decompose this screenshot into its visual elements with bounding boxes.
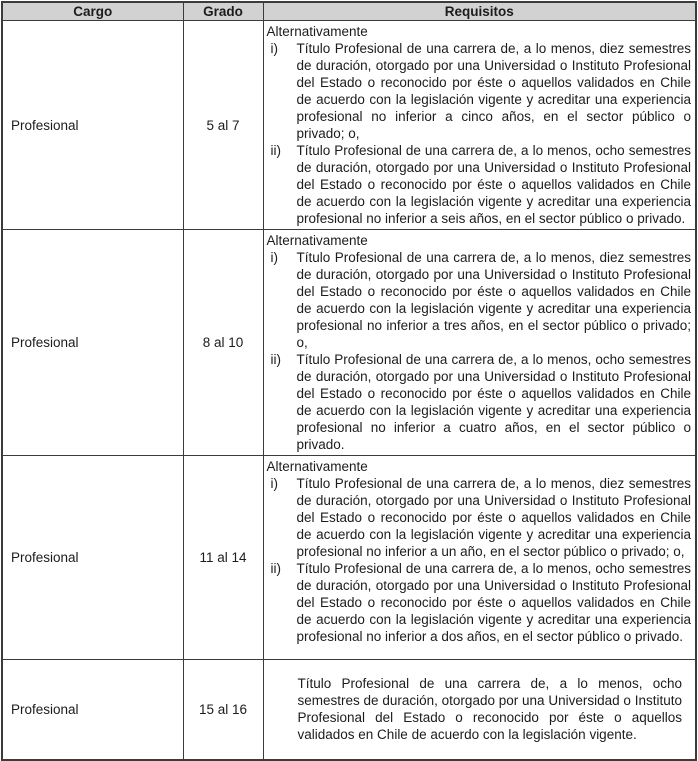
table-row: [2, 230, 696, 456]
requisito-marker: ii): [270, 352, 281, 367]
cargo-cell: Profesional: [2, 230, 183, 456]
requisitos-intro: Alternativamente: [266, 459, 368, 474]
requisito-text: Título Profesional de una carrera de, a lo menos, ocho semestres de duración, otorgado por una Universidad o Instituto Profesional del Estado o reconocido por éste o aquellos validados en Chile de acuerdo con la legislación vigente y acreditar una experiencia profesional no inferior a cuatro años, en el sector público o privado.: [296, 352, 691, 452]
table-row: [2, 660, 696, 760]
grado-cell: 15 al 16: [183, 660, 263, 760]
col-header-requisitos: Requisitos: [263, 2, 696, 21]
requisito-marker: i): [270, 250, 278, 265]
requisito-marker: ii): [270, 561, 281, 576]
requisito-marker: i): [270, 476, 278, 491]
requisito-item: [267, 475, 692, 560]
requisito-paragraph: Título Profesional de una carrera de, a lo menos, ocho semestres de duración, otorgado por una Universidad o Instituto Profesional del Estado o reconocido por éste o aquellos validados en Chile de acuerdo con la legislación vigente.: [297, 676, 682, 743]
table-header-row: [2, 2, 696, 21]
grado-cell: 5 al 7: [183, 21, 263, 230]
requisitos-cell: [263, 230, 696, 456]
requisito-marker: ii): [270, 143, 281, 158]
requisito-item: [267, 351, 692, 453]
cargo-cell: Profesional: [2, 21, 183, 230]
grado-cell: 11 al 14: [183, 456, 263, 660]
col-header-grado: Grado: [183, 2, 263, 21]
requisito-text: Título Profesional de una carrera de, a lo menos, diez semestres de duración, otorgado por una Universidad o Instituto Profesional del Estado o reconocido por éste o aquellos validados en Chile de acuerdo con la legislación vigente y acreditar una experiencia profesional no inferior a un año, en el sector público o privado; o,: [296, 476, 691, 559]
table-row: [2, 21, 696, 230]
requisitos-cell: [263, 660, 696, 760]
requisito-marker: i): [270, 41, 278, 56]
grado-cell: 8 al 10: [183, 230, 263, 456]
requisitos-cell: [263, 456, 696, 660]
requisito-item: [267, 40, 692, 142]
requisitos-intro: Alternativamente: [266, 24, 368, 39]
requisito-text: Título Profesional de una carrera de, a lo menos, ocho semestres de duración, otorgado por una Universidad o Instituto Profesional del Estado o reconocido por éste o aquellos validados en Chile de acuerdo con la legislación vigente y acreditar una experiencia profesional no inferior a seis años, en el sector público o privado.: [296, 143, 691, 226]
col-header-cargo: Cargo: [2, 2, 183, 21]
requisito-text: Título Profesional de una carrera de, a lo menos, diez semestres de duración, otorgado por una Universidad o Instituto Profesional del Estado o reconocido por éste o aquellos validados en Chile de acuerdo con la legislación vigente y acreditar una experiencia profesional no inferior a cinco años, en el sector público o privado; o,: [296, 41, 691, 141]
requisito-item: [267, 560, 692, 645]
cargo-cell: Profesional: [2, 660, 183, 760]
cargo-cell: Profesional: [2, 456, 183, 660]
requisitos-intro: Alternativamente: [266, 233, 368, 248]
table-row: [2, 456, 696, 660]
requisito-item: [267, 249, 692, 351]
requisito-text: Título Profesional de una carrera de, a lo menos, diez semestres de duración, otorgado por una Universidad o Instituto Profesional del Estado o reconocido por éste o aquellos validados en Chile de acuerdo con la legislación vigente y acreditar una experiencia profesional no inferior a tres años, en el sector público o privado; o,: [296, 250, 691, 350]
requisito-item: [267, 142, 692, 227]
requisitos-cell: [263, 21, 696, 230]
requisito-text: Título Profesional de una carrera de, a lo menos, ocho semestres de duración, otorgado por una Universidad o Instituto Profesional del Estado o reconocido por éste o aquellos validados en Chile de acuerdo con la legislación vigente y acreditar una experiencia profesional no inferior a dos años, en el sector público o privado.: [296, 561, 691, 644]
requirements-table: [1, 1, 697, 761]
